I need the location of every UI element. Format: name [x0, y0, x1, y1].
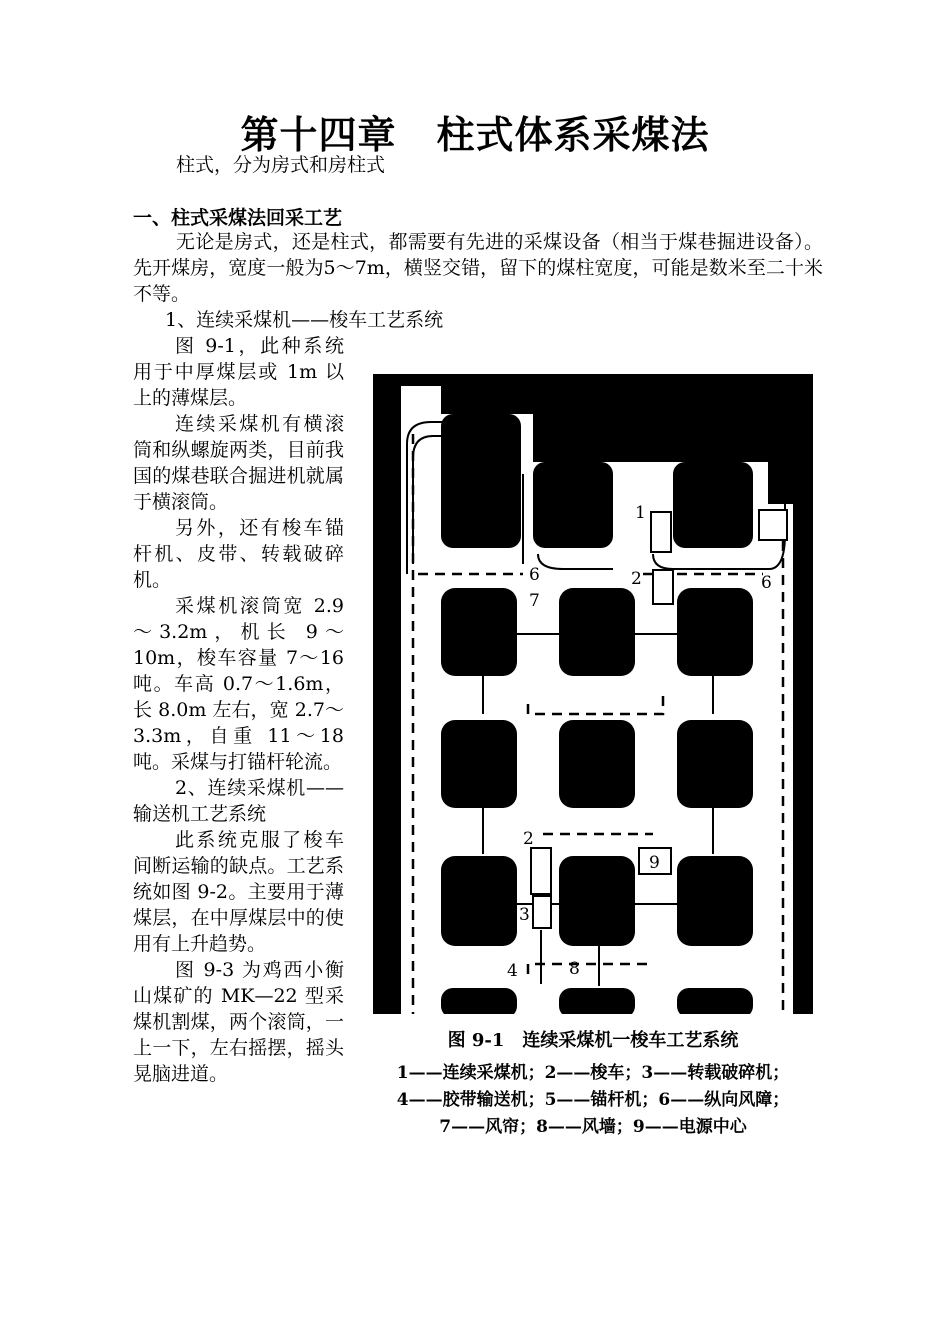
shuttle-car: [653, 570, 673, 604]
coal-pillar: [441, 588, 517, 676]
figure-label: 6: [761, 573, 772, 593]
column-paragraph: 图 9-3 为鸡西小衡山煤矿的 MK—22 型采煤机割煤，两个滚筒，一上一下，左右摇摆，摇头晃脑进道。: [133, 959, 344, 1085]
coal-pillar: [677, 720, 753, 808]
column-paragraph: 此系统克服了梭车间断运输的缺点。工艺系统如图 9-2。主要用于薄煤层，在中厚煤层中的使用有上升趋势。: [133, 829, 344, 955]
column-paragraph: 图 9-1，此种系统用于中厚煤层或 1m 以上的薄煤层。: [133, 335, 344, 409]
section-paragraph: 无论是房式，还是柱式，都需要有先进的采煤设备（相当于煤巷掘进设备）。先开煤房，宽度一般为5～7m，横竖交错，留下的煤柱宽度，可能是数米至二十米不等。: [133, 231, 823, 305]
figure-label: 9: [649, 853, 660, 873]
coal-block: [673, 462, 753, 548]
figure-9-1-diagram: [373, 374, 813, 1014]
column-paragraph: 2、连续采煤机——输送机工艺系统: [133, 777, 344, 825]
intro-text: 柱式，分为房式和房柱式: [176, 154, 386, 176]
coal-pillar: [559, 856, 635, 946]
figure-label: 7: [529, 591, 540, 611]
coal-pillar: [677, 856, 753, 946]
subsection-heading: 1、连续采煤机——梭车工艺系统: [165, 309, 444, 331]
coal-block: [441, 414, 521, 548]
crusher: [533, 896, 551, 928]
coal-pillar: [559, 988, 635, 1014]
coal-pillar: [677, 988, 753, 1014]
shuttle-car: [531, 848, 551, 894]
coal-pillar: [559, 720, 635, 808]
figure-label: 6: [529, 565, 540, 585]
chapter-name: 柱式体系采煤法: [436, 112, 710, 157]
figure-label: 2: [631, 569, 642, 589]
figure-label: 3: [519, 905, 530, 925]
continuous-miner: [651, 512, 671, 552]
coal-pillar: [677, 588, 753, 676]
figure-legend-line: 1——连续采煤机；2——梭车；3——转载破碎机；: [396, 1063, 790, 1083]
column-paragraph: 连续采煤机有横滚筒和纵螺旋两类，目前我国的煤巷联合掘进机就属于横滚筒。: [133, 413, 344, 513]
figure-label: 5: [763, 523, 774, 543]
column-paragraph: 另外，还有梭车锚杆机、皮带、转载破碎机。: [133, 517, 344, 591]
section-heading: 一、柱式采煤法回采工艺: [133, 207, 343, 229]
figure-label: 4: [507, 961, 518, 981]
coal-pillar: [441, 720, 517, 808]
figure-label: 1: [635, 503, 646, 523]
coal-pillar: [441, 988, 517, 1014]
chapter-number: 第十四章: [240, 112, 397, 157]
coal-block: [533, 462, 613, 548]
figure-label: 8: [569, 959, 580, 979]
coal-pillar: [559, 588, 635, 676]
figure-label: 2: [523, 829, 534, 849]
figure-legend-line: 4——胶带输送机；5——锚杆机；6——纵向风障；: [396, 1090, 790, 1110]
figure-caption-title: 图 9-1 连续采煤机一梭车工艺系统: [447, 1030, 739, 1051]
chapter-title: [0, 104, 950, 159]
column-paragraph: 采煤机滚筒宽 2.9～3.2m，机长 9～10m，梭车容量 7～16 吨。车高 0.7～1.6m，长 8.0m 左右，宽 2.7～3.3m，自重 11～18 吨。采煤与打锚杆轮流。: [133, 595, 344, 773]
figure-legend-line: 7——风帘；8——风墙；9——电源中心: [439, 1117, 747, 1137]
text-column: [133, 333, 344, 1087]
coal-pillar: [441, 856, 517, 946]
